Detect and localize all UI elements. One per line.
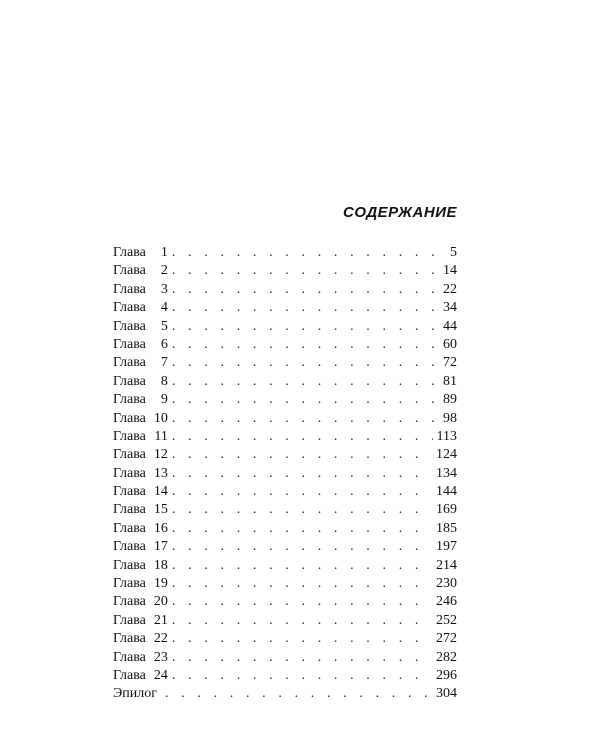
page-number: 5: [450, 245, 457, 260]
toc-entry: [113, 538, 457, 556]
entry-label: [113, 685, 161, 703]
entry-word: Глава: [113, 649, 146, 665]
page-number: 44: [443, 318, 457, 334]
dot-leader: [172, 318, 439, 336]
toc-title: СОДЕРЖАНИЕ: [343, 204, 457, 221]
page-number: 272: [436, 631, 457, 647]
entry-label: [113, 667, 168, 685]
entry-label: [113, 575, 168, 593]
dot-leader: [172, 391, 439, 409]
page-number: 134: [436, 465, 457, 481]
page-number: 81: [443, 373, 457, 389]
dot-leader: [172, 465, 432, 483]
entry-word: Глава: [113, 520, 146, 536]
entry-word: Глава: [113, 245, 146, 260]
chapter-number: 21: [153, 612, 168, 628]
entry-label: [113, 262, 168, 280]
entry-word: Глава: [113, 576, 146, 592]
entry-word: Глава: [113, 557, 146, 573]
dot-leader: [172, 428, 433, 446]
chapter-number: 18: [153, 557, 168, 573]
entry-label: [113, 373, 168, 391]
entry-word: Глава: [113, 392, 146, 408]
toc-entry: [113, 373, 457, 391]
dot-leader: [172, 336, 439, 354]
entry-label: [113, 483, 168, 501]
page-number: 304: [436, 686, 457, 702]
dot-leader: [165, 685, 432, 703]
chapter-number: 16: [153, 520, 168, 536]
entry-word: Глава: [113, 447, 146, 463]
dot-leader: [172, 410, 439, 428]
page-number: 22: [443, 281, 457, 297]
dot-leader: [172, 593, 432, 611]
toc-entry: [113, 318, 457, 336]
entry-word: Глава: [113, 410, 146, 426]
page-number: 282: [436, 649, 457, 665]
chapter-number: 24: [153, 667, 168, 683]
chapter-number: 10: [153, 410, 168, 426]
chapter-number: 7: [160, 355, 168, 371]
entry-word: Глава: [113, 336, 146, 352]
entry-label: [113, 593, 168, 611]
entry-word: Глава: [113, 373, 146, 389]
chapter-number: 6: [160, 336, 168, 352]
entry-word: Глава: [113, 355, 146, 371]
page-number: 124: [436, 447, 457, 463]
toc-entry: [113, 501, 457, 519]
toc-entry: [113, 520, 457, 538]
toc-entry: [113, 465, 457, 483]
dot-leader: [172, 667, 432, 685]
dot-leader: [172, 446, 432, 464]
toc-entry: [113, 612, 457, 630]
chapter-number: 2: [160, 263, 168, 279]
dot-leader: [172, 281, 439, 299]
toc-entry: [113, 557, 457, 575]
chapter-number: 23: [153, 649, 168, 665]
chapter-number: 13: [153, 465, 168, 481]
page-number: 72: [443, 355, 457, 371]
page-number: 296: [436, 667, 457, 683]
entry-label: [113, 557, 168, 575]
toc-entry: [113, 244, 457, 262]
dot-leader: [172, 373, 439, 391]
entry-word: Глава: [113, 465, 146, 481]
chapter-number: 17: [153, 539, 168, 555]
chapter-number: 4: [160, 300, 168, 316]
page-number: 230: [436, 576, 457, 592]
entry-label: [113, 649, 168, 667]
toc-entry: [113, 428, 457, 446]
toc-entry: [113, 299, 457, 317]
entry-label: [113, 612, 168, 630]
page-number: 185: [436, 520, 457, 536]
page-number: 197: [436, 539, 457, 555]
chapter-number: 5: [160, 318, 168, 334]
toc-entry: [113, 354, 457, 372]
chapter-number: 9: [160, 392, 168, 408]
page-number: 98: [443, 410, 457, 426]
entry-label: [113, 244, 168, 262]
toc-entry: [113, 410, 457, 428]
entry-label: [113, 281, 168, 299]
toc-entry: [113, 446, 457, 464]
entry-label: [113, 336, 168, 354]
entry-word: Глава: [113, 667, 146, 683]
entry-word: Глава: [113, 318, 146, 334]
entry-label: [113, 410, 168, 428]
page-number: 252: [436, 612, 457, 628]
toc-list: [113, 244, 457, 704]
dot-leader: [172, 557, 432, 575]
entry-label: [113, 630, 168, 648]
toc-entry: [113, 575, 457, 593]
page-number: 246: [436, 594, 457, 610]
toc-entry: [113, 281, 457, 299]
entry-word: Глава: [113, 428, 146, 444]
entry-label: [113, 538, 168, 556]
chapter-number: 11: [154, 428, 168, 444]
toc-entry: [113, 336, 457, 354]
dot-leader: [172, 354, 439, 372]
entry-word: Глава: [113, 502, 146, 518]
toc-entry: [113, 483, 457, 501]
entry-word: Глава: [113, 484, 146, 500]
page-number: 60: [443, 336, 457, 352]
entry-word: Глава: [113, 300, 146, 316]
dot-leader: [172, 501, 432, 519]
entry-word: Эпилог: [113, 686, 157, 702]
dot-leader: [172, 520, 432, 538]
page-number: 144: [436, 484, 457, 500]
entry-label: [113, 318, 168, 336]
page-number: 14: [443, 263, 457, 279]
chapter-number: 1: [160, 245, 168, 260]
chapter-number: 22: [153, 631, 168, 647]
entry-label: [113, 299, 168, 317]
entry-label: [113, 520, 168, 538]
chapter-number: 8: [160, 373, 168, 389]
dot-leader: [172, 538, 432, 556]
entry-label: [113, 428, 168, 446]
page-number: 34: [443, 300, 457, 316]
toc-entry: [113, 630, 457, 648]
entry-word: Глава: [113, 612, 146, 628]
dot-leader: [172, 612, 432, 630]
toc-entry: [113, 262, 457, 280]
dot-leader: [172, 262, 439, 280]
chapter-number: 15: [153, 502, 168, 518]
toc-entry: [113, 593, 457, 611]
entry-word: Глава: [113, 594, 146, 610]
dot-leader: [172, 649, 432, 667]
dot-leader: [172, 630, 432, 648]
chapter-number: 3: [160, 281, 168, 297]
page-number: 113: [436, 428, 457, 444]
entry-word: Глава: [113, 263, 146, 279]
chapter-number: 20: [153, 594, 168, 610]
page-number: 214: [436, 557, 457, 573]
toc-entry: [113, 685, 457, 703]
entry-word: Глава: [113, 631, 146, 647]
entry-word: Глава: [113, 539, 146, 555]
dot-leader: [172, 575, 432, 593]
entry-label: [113, 465, 168, 483]
dot-leader: [172, 244, 446, 262]
toc-entry: [113, 649, 457, 667]
dot-leader: [172, 299, 439, 317]
toc-entry: [113, 667, 457, 685]
chapter-number: 14: [153, 484, 168, 500]
entry-label: [113, 354, 168, 372]
entry-label: [113, 501, 168, 519]
page-number: 89: [443, 392, 457, 408]
dot-leader: [172, 483, 432, 501]
entry-word: Глава: [113, 281, 146, 297]
entry-label: [113, 446, 168, 464]
chapter-number: 12: [153, 447, 168, 463]
toc-entry: [113, 391, 457, 409]
chapter-number: 19: [153, 576, 168, 592]
entry-label: [113, 391, 168, 409]
page-number: 169: [436, 502, 457, 518]
